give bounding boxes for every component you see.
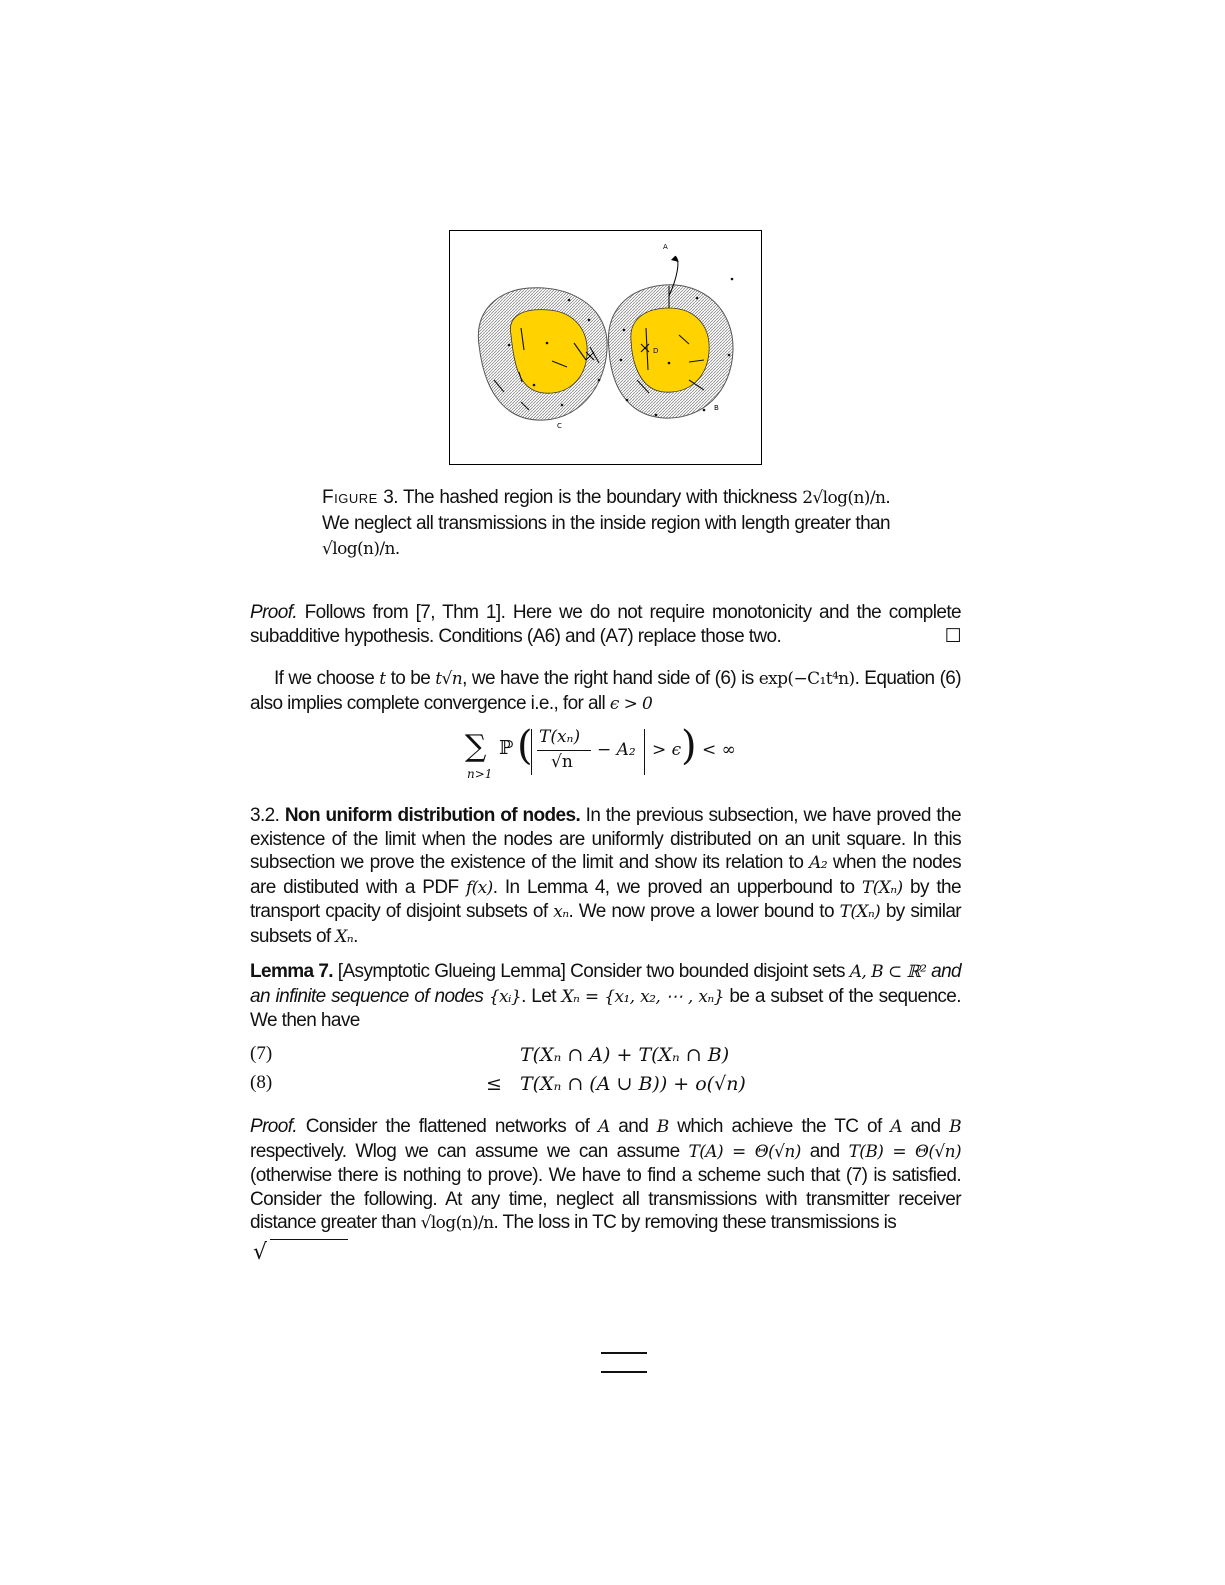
minus-A2: − A₂ xyxy=(597,740,636,760)
proof-1 xyxy=(250,601,961,648)
section-line3b: when the nodes xyxy=(832,852,961,873)
proof2-and-1: and xyxy=(618,1116,649,1137)
var-t: t xyxy=(379,669,386,689)
para1-line2: (6) also implies complete convergence i.e., for all xyxy=(250,668,961,714)
proof2-A-1: A xyxy=(597,1117,610,1137)
section-line4c: by the xyxy=(910,876,961,898)
proof2-label: Proof. xyxy=(250,1116,298,1137)
section-3-2 xyxy=(250,804,961,949)
TXn-2: T(Xₙ) xyxy=(839,902,881,922)
section-line6b: . xyxy=(353,925,358,947)
frac-numerator: T(xₙ) xyxy=(539,727,581,747)
abs-bar-right xyxy=(644,729,645,775)
gt-epsilon: > ϵ xyxy=(652,740,682,760)
label-c: C xyxy=(557,422,562,430)
equation-7-expr: T(Xₙ ∩ A) + T(Xₙ ∩ B) xyxy=(520,1044,730,1066)
lemma-line2a: and an infinite sequence of nodes xyxy=(250,961,962,1007)
exp-expression: exp(−C₁t⁴n) xyxy=(758,669,855,689)
A2: A₂ xyxy=(809,853,828,873)
proof2-line1b: which achieve the TC of xyxy=(677,1116,882,1137)
left-paren: ( xyxy=(517,723,533,769)
proof2-line1a: Consider the flattened networks of xyxy=(305,1116,590,1137)
proof2-B-1: B xyxy=(656,1117,669,1137)
proof2-and-2: and xyxy=(910,1116,941,1137)
proof2-TA: T(A) = Θ(√n) xyxy=(688,1141,801,1162)
sum-equation xyxy=(465,723,755,787)
footer-rule-bottom xyxy=(601,1371,647,1373)
trailing-sqrt-sign: √ xyxy=(253,1240,268,1265)
caption-text4: . xyxy=(394,538,400,559)
section-line4: are distibuted with a PDF xyxy=(250,876,459,898)
lemma-label: Lemma 7. xyxy=(250,961,333,982)
lemma-Xdef: Xₙ = {x₁, x₂, ⋯ , xₙ} xyxy=(561,986,724,1007)
section-line4b: . In Lemma 4, we proved an upperbound to xyxy=(492,876,855,898)
label-d: D xyxy=(653,347,659,355)
frac-denominator: √n xyxy=(551,752,573,772)
equation-8-number: (8) xyxy=(250,1072,273,1093)
fx: f(x) xyxy=(465,877,493,898)
lemma-7 xyxy=(250,960,961,1033)
caption-text1: The hashed region is the boundary with thickness xyxy=(403,487,797,508)
proof2-line3: (otherwise there is nothing to prove). We have to find a scheme such that (7) is satisfied. xyxy=(250,1165,961,1186)
label-b: B xyxy=(714,404,719,412)
proof2-line2a: respectively. Wlog we can assume we can assume xyxy=(250,1140,680,1162)
qed-symbol: ☐ xyxy=(944,625,961,647)
para1-text1: If we choose xyxy=(274,668,375,689)
section-line3: subsection we prove the existence of the limit and show its relation to xyxy=(250,852,804,873)
figure-3 xyxy=(449,230,762,465)
para1-text4: . Equation xyxy=(854,668,935,689)
proof2-A-2: A xyxy=(890,1117,902,1137)
lemma-sets: A, B ⊂ ℝ² xyxy=(849,962,927,982)
caption-thickness: 2√log(n)/n xyxy=(802,488,886,508)
proof2-line5a: distance greater than xyxy=(250,1212,416,1233)
caption-number: 3. xyxy=(383,487,398,508)
proof2-and-3: and xyxy=(809,1140,840,1162)
sum-subscript: n>1 xyxy=(467,767,493,781)
label-a: A xyxy=(663,243,668,251)
proof-label: Proof. xyxy=(250,602,298,623)
sum-symbol: ∑ xyxy=(465,729,487,764)
section-line1: In the previous subsection, we have proved the xyxy=(585,805,961,826)
xn: xₙ xyxy=(553,902,569,922)
right-paren: ) xyxy=(681,723,697,769)
section-line5c: by xyxy=(885,901,905,922)
section-title: Non uniform distribution of nodes. xyxy=(284,805,581,826)
proof2-TB: T(B) = Θ(√n) xyxy=(848,1141,962,1162)
abs-bar-left xyxy=(531,729,532,775)
prob-symbol: ℙ xyxy=(499,737,514,759)
proof2-B-2: B xyxy=(949,1117,961,1137)
equation-8-rel: ≤ xyxy=(486,1073,502,1095)
section-line5: transport cpacity of disjoint subsets of xyxy=(250,901,548,922)
lt-infinity: < ∞ xyxy=(702,740,736,760)
lemma-line2c: be a subset of the xyxy=(729,985,874,1007)
proof2-line4: Consider the following. At any time, neglect all transmissions with transmitter receiver xyxy=(250,1188,961,1210)
Xn: Xₙ xyxy=(335,926,354,947)
proof1-line2: subadditive hypothesis. Conditions (A6) and (A7) replace those two. xyxy=(250,625,782,647)
equation-7-number: (7) xyxy=(250,1043,273,1064)
caption-label: Figure xyxy=(322,487,378,508)
section-number: 3.2. xyxy=(250,805,280,826)
para1-text2: to be xyxy=(390,668,431,689)
lemma-xi: {xᵢ} xyxy=(488,986,522,1007)
equation-8-expr: T(Xₙ ∩ (A ∪ B)) + o(√n) xyxy=(520,1073,746,1095)
footer-rule-top xyxy=(601,1352,647,1354)
section-line2: existence of the limit when the nodes are uniformly distributed on an unit square. In this xyxy=(250,828,961,850)
frac-line xyxy=(537,750,591,751)
figure-3-diagram xyxy=(449,230,762,465)
lemma-line1: [Asymptotic Glueing Lemma] Consider two bounded disjoint sets xyxy=(337,961,845,982)
figure-caption xyxy=(322,485,890,562)
lemma-line2b: . Let xyxy=(521,985,556,1007)
t-sqrt-n: t√n xyxy=(435,669,463,689)
proof2-line5b: . The loss in TC by removing these transmissions is xyxy=(493,1212,897,1233)
trailing-sqrt-bar xyxy=(270,1239,348,1240)
proof1-line1: Follows from [7, Thm 1]. Here we do not require monotonicity and the complete xyxy=(304,602,961,623)
lemma-line3: sequence. We then have xyxy=(250,985,961,1031)
section-line6: similar subsets of xyxy=(250,901,962,947)
proof2-dist: √log(n)/n xyxy=(420,1213,494,1233)
caption-text3: length greater than xyxy=(741,513,890,534)
proof-2 xyxy=(250,1115,961,1236)
TXn-1: T(Xₙ) xyxy=(861,877,903,898)
para1-text3: , we have the right hand side of (6) is xyxy=(462,668,754,689)
caption-length: √log(n)/n xyxy=(322,539,395,559)
section-line5b: . We now prove a lower bound to xyxy=(568,901,834,922)
epsilon-condition: ϵ > 0 xyxy=(609,693,653,714)
caption-text2: . We neglect all transmissions in the inside region with xyxy=(322,487,890,534)
paragraph-choice xyxy=(250,667,961,716)
